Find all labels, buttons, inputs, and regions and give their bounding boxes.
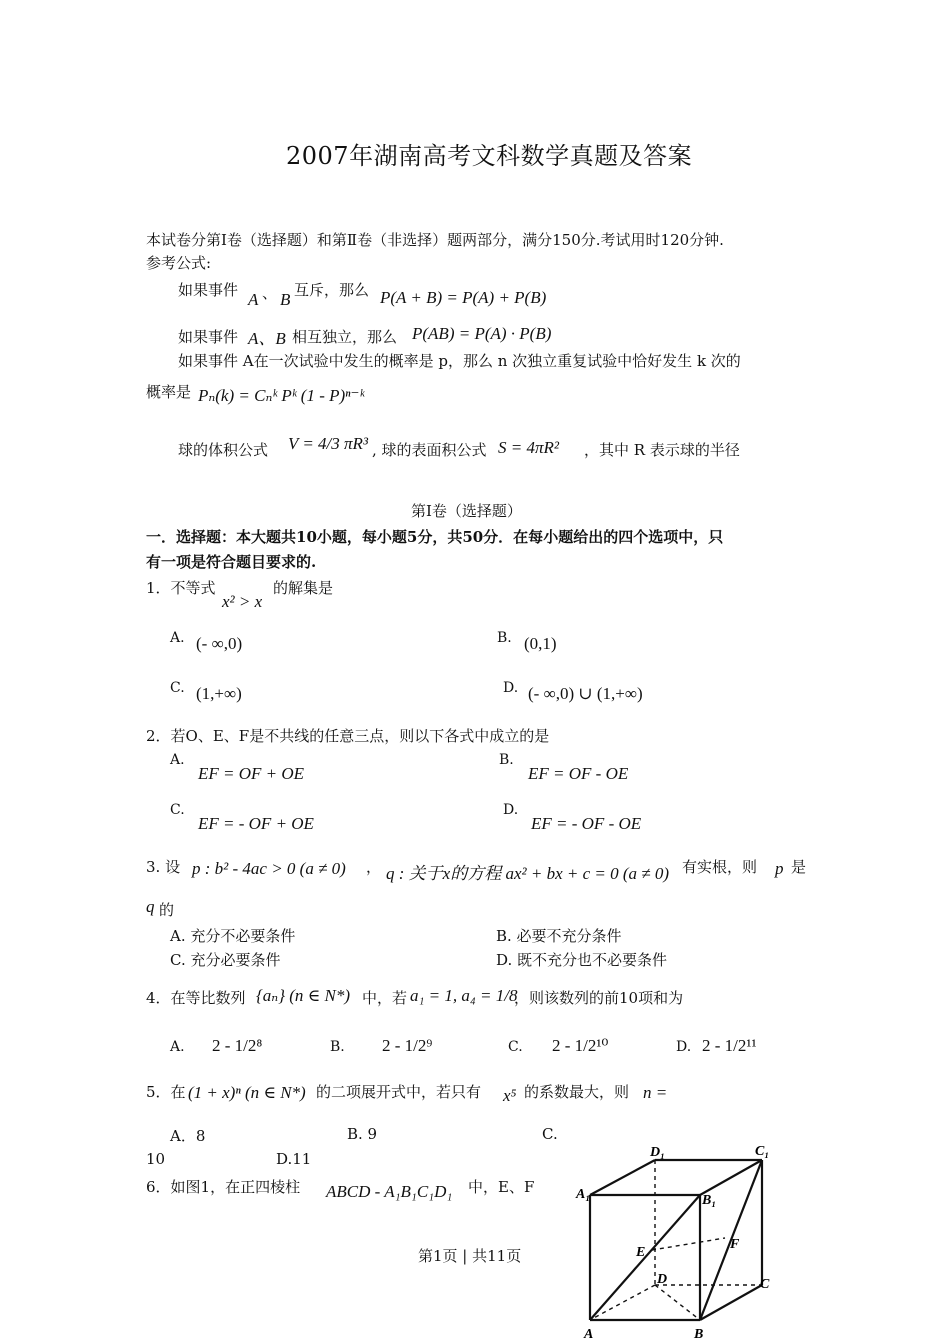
q5-option-c: C. [542,1125,558,1143]
q3-q-expr: q : 关于x的方程 ax² + bx + c = 0 (a ≠ 0) [386,864,670,883]
formula1-b: B [280,290,291,309]
q1-option-b-label: B. [497,630,512,646]
q3-p: p [775,859,784,878]
q3-option-c: C. 充分必要条件 [170,951,281,969]
formula3-text: 如果事件 A在一次试验中发生的概率是 p，那么 n 次独立重复试验中恰好发生 k 次的 [178,352,741,370]
q3-p-expr: p : b² - 4ac > 0 (a ≠ 0) [192,859,346,878]
formula2-text2: 相互独立，那么 [292,328,398,346]
q2-option-b-label: B. [499,752,514,768]
formula2-expr: P(AB) = P(A) · P(B) [412,324,552,343]
label-b1: B₁ [702,1193,717,1208]
formula3-text2: 概率是 [146,383,192,401]
page-footer: 第1页 | 共11页 [418,1247,522,1265]
formula1-text2: 互斥，那么 [294,281,370,299]
formula4-text: 球的体积公式 [178,441,269,459]
q5-stem: 5．在 [146,1083,186,1101]
q1-option-b: (0,1) [524,634,557,653]
q3-sep: ， [366,858,382,876]
q2-option-c: EF = - OF + OE [198,814,314,833]
part1-heading-line1: 一．选择题：本大题共10小题，每小题5分，共50分．在每小题给出的四个选项中，只 [146,528,724,546]
formula1-expr: P(A + B) = P(A) + P(B) [380,288,547,307]
q4-sequence: {aₙ} (n ∈ N*) [256,986,350,1005]
label-e: E [636,1245,646,1260]
q4-option-b: 2 - 1/2⁹ [382,1036,433,1055]
part1-heading-line2: 有一项是符合题目要求的. [146,553,317,571]
q4-condition: a₁ = 1, a₄ = 1/8 [410,986,518,1005]
q3-stem4: 的 [159,901,175,919]
label-c: C [760,1277,770,1292]
q5-x5: x⁵ [503,1086,517,1105]
q1-option-a: (- ∞,0) [196,634,243,653]
q5-stem2: 的二项展开式中，若只有 [316,1083,482,1101]
label-a1: A₁ [576,1187,591,1202]
formula2-ab: A、B [248,329,286,348]
q5-expr: (1 + x)ⁿ (n ∈ N*) [188,1083,306,1102]
label-a: A [584,1327,594,1342]
label-d: D [657,1272,668,1287]
q1-option-d: (- ∞,0) ∪ (1,+∞) [528,684,643,703]
q5-option-c-value: 10 [146,1150,166,1168]
q4-stem3: ，则该数列的前10项和为 [514,989,684,1007]
label-c1: C₁ [755,1144,770,1159]
q1-option-c-label: C. [170,680,185,696]
q6-stem2: 中，E、F [468,1178,535,1196]
q5-option-a: A．8 [170,1127,206,1145]
q1-stem: 1．不等式 [146,579,216,597]
formula1-a: A [248,290,259,309]
formula4-text2: , 球的表面积公式 [372,441,487,459]
q2-stem: 2．若O、E、F是不共线的任意三点，则以下各式中成立的是 [146,727,550,745]
q1-option-d-label: D. [503,680,519,696]
formula1-sep: 、 [262,284,278,302]
q3-stem: 3. 设 [146,858,181,876]
q3-option-b: B. 必要不充分条件 [496,927,622,945]
q4-option-c-label: C. [508,1039,523,1055]
q4-option-d-label: D. [676,1039,692,1055]
formula3-expr: Pₙ(k) = Cₙᵏ Pᵏ (1 - P)ⁿ⁻ᵏ [198,386,365,405]
label-d1: D₁ [650,1145,665,1160]
q2-option-d-label: D. [503,802,519,818]
q3-option-d: D. 既不充分也不必要条件 [496,951,668,969]
q3-stem3: 是 [791,858,807,876]
label-b: B [694,1327,704,1342]
q5-stem3: 的系数最大，则 [524,1083,630,1101]
q3-option-a: A. 充分不必要条件 [170,927,296,945]
q3-stem2: 有实根，则 [682,858,758,876]
q1-option-c: (1,+∞) [196,684,242,703]
section-heading: 第Ⅰ卷（选择题） [411,502,522,520]
q2-option-b: EF = OF - OE [528,764,629,783]
q6-expr: ABCD - A₁B₁C₁D₁ [326,1182,453,1201]
q1-expr: x² > x [222,592,263,611]
q4-option-d: 2 - 1/2¹¹ [702,1036,757,1055]
q5-n: n = [643,1083,668,1102]
q3-q: q [146,897,155,916]
formula4-surface: S = 4πR² [498,438,559,457]
page-title: 2007年湖南高考文科数学真题及答案 [286,142,693,170]
ref-label: 参考公式: [146,254,212,272]
q4-stem2: 中，若 [362,989,408,1007]
q4-option-a-label: A. [170,1039,185,1055]
formula1-text: 如果事件 [178,281,239,299]
q4-option-b-label: B. [330,1039,345,1055]
q6-stem: 6．如图1，在正四棱柱 [146,1178,301,1196]
q2-option-d: EF = - OF - OE [531,814,642,833]
q1-option-a-label: A. [170,630,185,646]
q1-stem2: 的解集是 [273,579,334,597]
q2-option-a-label: A. [170,752,185,768]
q5-option-b: B. 9 [347,1125,378,1143]
formula2-text: 如果事件 [178,328,239,346]
formula4-text3: ，其中 R 表示球的半径 [584,441,740,459]
label-f: F [730,1237,740,1252]
q2-option-c-label: C. [170,802,185,818]
q4-option-a: 2 - 1/2⁸ [212,1036,263,1055]
formula4-volume: V = 4/3 πR³ [288,434,369,453]
q5-option-d: D.11 [276,1150,312,1168]
q4-option-c: 2 - 1/2¹⁰ [552,1036,609,1055]
q2-option-a: EF = OF + OE [198,764,305,783]
q4-stem: 4．在等比数列 [146,989,246,1007]
intro-text: 本试卷分第Ⅰ卷（选择题）和第Ⅱ卷（非选择）题两部分，满分150分.考试用时120分钟. [146,231,724,249]
prism-figure [570,1140,790,1344]
